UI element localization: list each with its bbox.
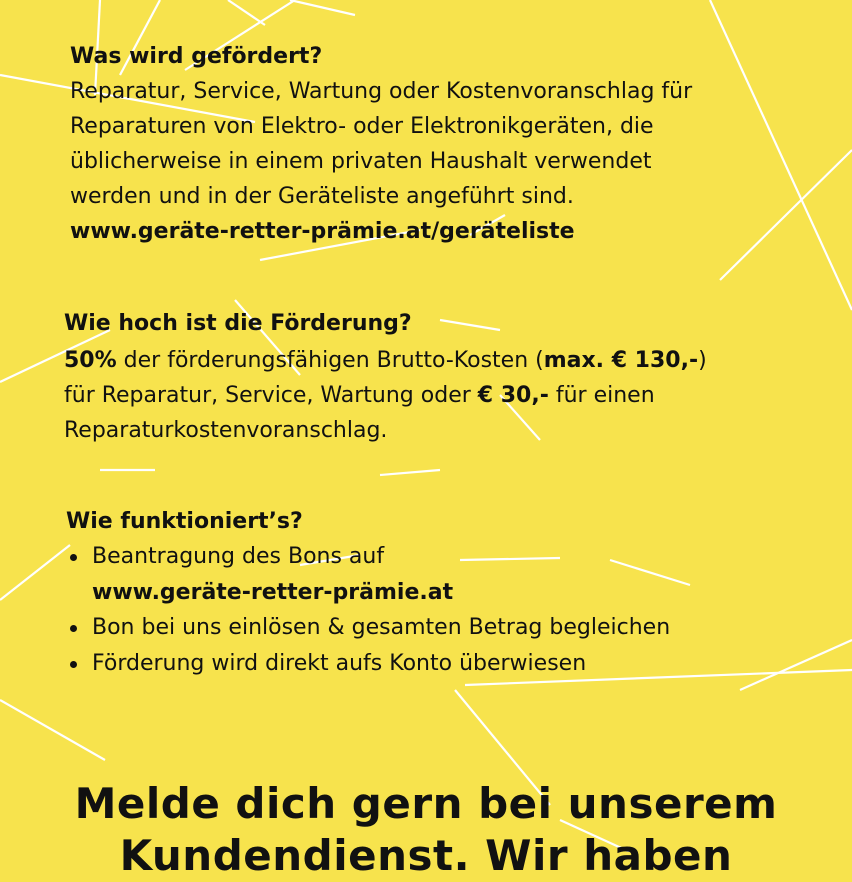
bullet-icon — [70, 661, 77, 668]
list-item — [66, 610, 846, 646]
device-list-link[interactable]: www.geräte-retter-prämie.at/geräteliste — [70, 219, 575, 244]
funding-line-3: Reparaturkostenvoranschlag. — [64, 418, 388, 443]
funding-line-2 — [64, 378, 844, 413]
step-text: Bon bei uns einlösen & gesamten Betrag begleichen — [92, 615, 671, 640]
funding-line-1 — [64, 343, 844, 378]
heading-how-it-works: Wie funktioniert’s? — [66, 509, 303, 534]
step-text: Beantragung des Bons auf — [92, 544, 385, 569]
text-fragment: für Reparatur, Service, Wartung oder — [64, 383, 478, 408]
application-link[interactable]: www.geräte-retter-prämie.at — [92, 580, 454, 605]
paragraph-line: werden und in der Geräteliste angeführt sind. — [70, 184, 574, 209]
cta-line-1: Melde dich gern bei unserem — [74, 779, 778, 828]
heading-funding-amount: Wie hoch ist die Förderung? — [64, 311, 412, 336]
section-funding-amount — [64, 307, 844, 448]
heading-what-is-funded: Was wird gefördert? — [70, 44, 323, 69]
text-fragment: ) — [698, 348, 707, 373]
paragraph-line: Reparaturen von Elektro- oder Elektronikgeräten, die — [70, 114, 654, 139]
text-fragment: der förderungsfähigen Brutto-Kosten ( — [116, 348, 544, 373]
paragraph-line: üblicherweise in einem privaten Haushalt verwendet — [70, 149, 652, 174]
steps-list — [66, 539, 846, 682]
contact-cta — [0, 778, 852, 882]
max-amount: max. € 130,- — [543, 348, 699, 373]
text-fragment: für einen — [548, 383, 655, 408]
section-what-is-funded — [70, 40, 830, 249]
list-item — [66, 539, 846, 610]
cta-line-2: Kundendienst. Wir haben — [119, 831, 733, 880]
estimate-amount: € 30,- — [477, 383, 549, 408]
section-how-it-works — [66, 505, 846, 682]
bullet-icon — [70, 625, 77, 632]
step-text: Förderung wird direkt aufs Konto überwiesen — [92, 651, 587, 676]
list-item — [66, 646, 846, 682]
percent-value: 50% — [64, 348, 117, 373]
paragraph-line: Reparatur, Service, Wartung oder Kostenvoranschlag für — [70, 79, 693, 104]
bullet-icon — [70, 554, 77, 561]
